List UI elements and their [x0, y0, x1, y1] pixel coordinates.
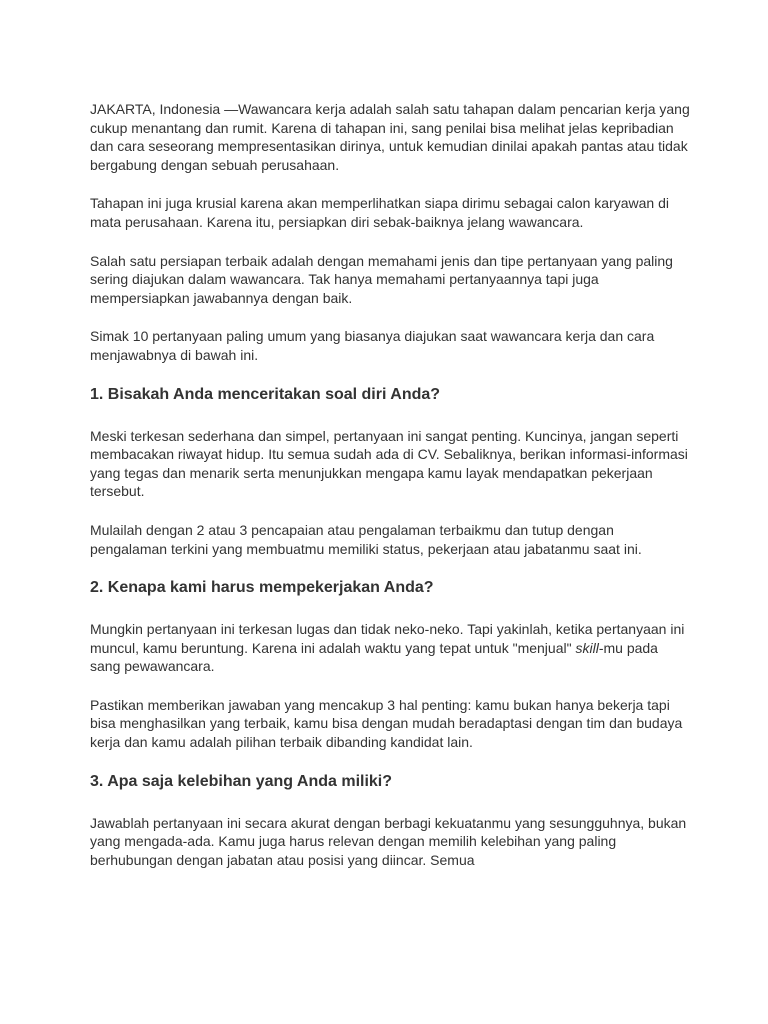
intro-paragraph-1: JAKARTA, Indonesia —Wawancara kerja adalah salah satu tahapan dalam pencarian kerja yang cukup menantang dan rumit. Karena di tahapan ini, sang penilai bisa melihat jelas kepribadian dan cara seseorang mempresentasikan dirinya, untuk kemudian dinilai apakah pantas atau tidak bergabung dengan sebuah perusahaan.	[90, 101, 690, 173]
skill-emphasis: skill	[575, 639, 599, 656]
section-2-heading: 2. Kenapa kami harus mempekerjakan Anda?	[90, 579, 434, 597]
section-1-heading: 1. Bisakah Anda menceritakan soal diri Anda?	[90, 385, 441, 403]
section-2-paragraph-1-start: Mungkin pertanyaan ini terkesan lugas dan tidak neko-neko. Tapi yakinlah, ketika pertanyaan ini muncul, kamu beruntung. Karena ini adalah waktu yang tepat untuk "menjual"	[90, 621, 685, 656]
intro-paragraph-2: Tahapan ini juga krusial karena akan memperlihatkan siapa dirimu sebagai calon karyawan di mata perusahaan. Karena itu, persiapkan diri sebak-baiknya jelang wawancara.	[90, 195, 669, 230]
section-1-paragraph-1: Meski terkesan sederhana dan simpel, pertanyaan ini sangat penting. Kuncinya, jangan seperti membacakan riwayat hidup. Itu semua sudah ada di CV. Sebaliknya, berikan informasi-informasi yang tegas dan menarik serta menunjukkan mengapa kamu layak mendapatkan pekerjaan tersebut.	[90, 427, 688, 500]
section-2-paragraph-1	[90, 620, 690, 676]
section-2-paragraph-2: Pastikan memberikan jawaban yang mencakup 3 hal penting: kamu bukan hanya bekerja tapi bisa menghasilkan yang terbaik, kamu bisa dengan mudah beradaptasi dengan tim dan budaya kerja dan kamu adalah pilihan terbaik dibanding kandidat lain.	[90, 696, 683, 751]
intro-paragraph-3: Salah satu persiapan terbaik adalah dengan memahami jenis dan tipe pertanyaan yang paling sering diajukan dalam wawancara. Tak hanya memahami pertanyaannya tapi juga mempersiapkan jawabannya dengan baik.	[90, 252, 673, 306]
section-3-paragraph-1: Jawablah pertanyaan ini secara akurat dengan berbagi kekuatanmu yang sesungguhnya, bukan yang mengada-ada. Kamu juga harus relevan dengan memilih kelebihan yang paling berhubungan dengan jabatan atau posisi yang diincar. Semua	[90, 814, 687, 868]
intro-paragraph-4: Simak 10 pertanyaan paling umum yang biasanya diajukan saat wawancara kerja dan cara menjawabnya di bawah ini.	[90, 328, 655, 363]
article	[90, 100, 690, 889]
section-2-paragraph-1-end: -mu pada sang pewawancara.	[90, 639, 658, 675]
section-1-paragraph-2: Mulailah dengan 2 atau 3 pencapaian atau pengalaman terbaikmu dan tutup dengan pengalaman terkini yang membuatmu memiliki status, pekerjaan atau jabatanmu saat ini.	[90, 521, 642, 557]
section-3-heading: 3. Apa saja kelebihan yang Anda miliki?	[90, 772, 393, 790]
